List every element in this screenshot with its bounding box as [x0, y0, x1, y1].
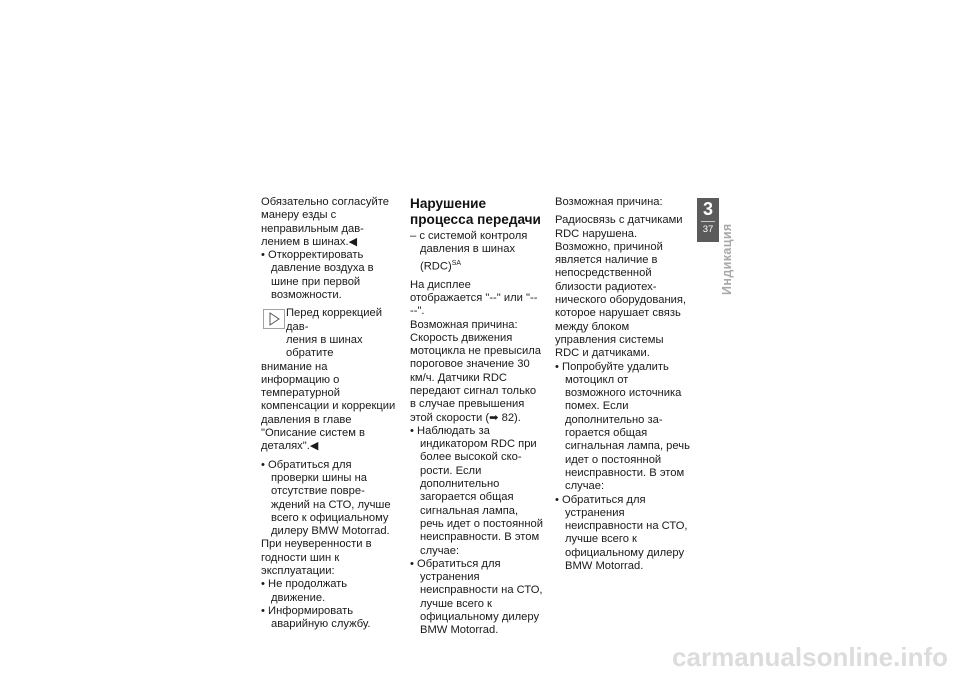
paragraph: Радиосвязь с датчиками RDC нарушена. Возможно, причиной является наличие в непосредственной близости радиотехнического оборудования, которое нарушает связь между блоком управления системы RDC и датчиками. [555, 214, 687, 360]
paragraph: При неуверенности в годности шин к эксплуатации: [261, 538, 372, 578]
column-left [261, 196, 398, 632]
chapter-title-vertical: Индикация [720, 223, 734, 295]
bullet-item: • Не продолжать движение. [261, 578, 348, 604]
section-heading: Нарушение процесса передачи [410, 196, 541, 227]
condition-text: – с системой контроля давления в шинах (RDC) [410, 230, 528, 273]
paragraph: Обязательно согласуйте манеру езды с неправильным давлением в шинах.◀ [261, 196, 389, 248]
paragraph: На дисплее отображается "--" или "-- --". [410, 278, 538, 318]
bullet-item: • Обратиться для устранения неисправности на СТО, лучше всего к официальному дилеру BMW Motorrad. [555, 493, 688, 573]
paragraph: Возможная причина: [410, 318, 518, 331]
bullet-item: • Обратиться для проверки шины на отсутствие повреждений на СТО, лучше всего к официальному дилеру BMW Motorrad. [261, 458, 391, 538]
watermark: carmanualsonline.info [672, 642, 948, 672]
bullet-item: • Информировать аварийную службу. [261, 604, 371, 631]
column-right [555, 196, 690, 573]
note-block [261, 307, 398, 453]
column-middle [410, 196, 543, 638]
chapter-number: 3 [702, 199, 713, 219]
condition-item [410, 230, 543, 274]
bullet-item: • Обратиться для устранения неисправности на СТО, лучше всего к официальному дилеру BMW Motorrad. [410, 557, 543, 637]
paragraph: Возможная причина: [555, 196, 663, 208]
note-line: Перед коррекцией дав- [286, 307, 383, 333]
page-number: 37 [702, 224, 714, 235]
chapter-tab [697, 198, 719, 242]
paragraph: Скорость движения мотоцикла не превысила пороговое значение 30 км/ч. Датчики RDC передают сигнал только в случае превышения этой скорости (➡ 82). [410, 331, 542, 424]
triangle-play-note-icon [263, 309, 285, 329]
tab-divider [701, 221, 715, 222]
bullet-item: • Откорректировать давление воздуха в шине при первой возможности. [261, 249, 374, 302]
note-line: ления в шинах обратите [286, 333, 363, 360]
sa-superscript: SA [451, 259, 462, 267]
bullet-item: • Попробуйте удалить мотоцикл от возможного источника помех. Если дополнительно загорается общая сигнальная лампа, речь идет о постоянной неисправности. В этом случае: [555, 360, 690, 493]
bullet-item: • Наблюдать за индикатором RDC при более высокой скорости. Если дополнительно загорается общая сигнальная лампа, речь идет о постоянной неисправности. В этом случае: [410, 424, 544, 557]
note-text: внимание на информацию о температурной компенсации и коррекции давления в главе "Описание систем в деталях".◀ [261, 360, 396, 453]
